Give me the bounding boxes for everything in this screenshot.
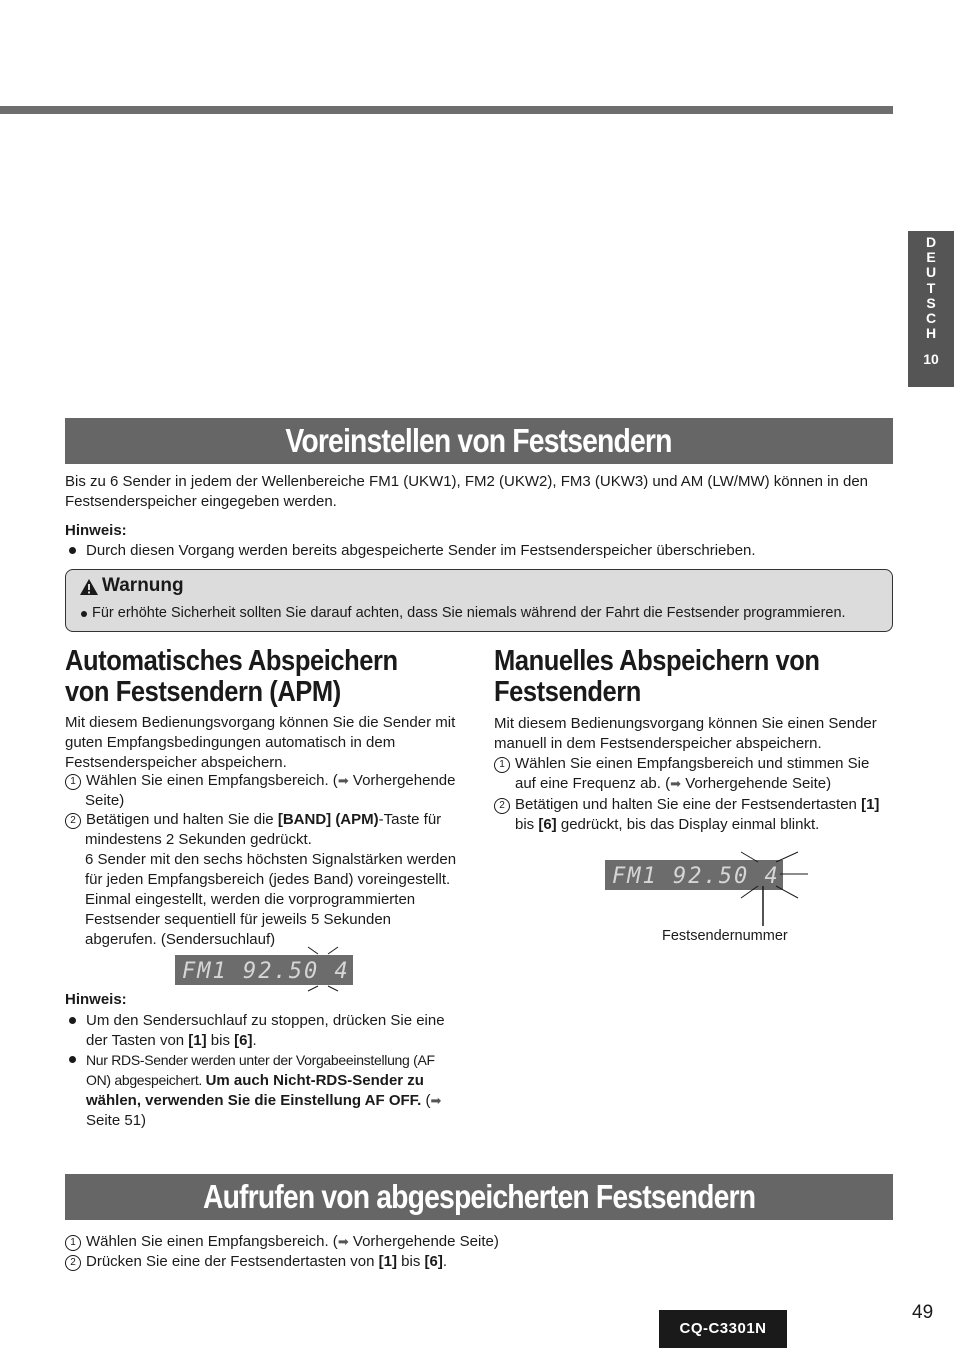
step-number: 2 bbox=[494, 798, 510, 814]
note-text: Durch diesen Vorgang werden bereits abgespeicherte Sender im Festsenderspeicher überschrieben. bbox=[86, 542, 756, 559]
step-number: 2 bbox=[65, 1255, 81, 1271]
apm-step-2: 2 Betätigen und halten Sie die [BAND] (APM)-Taste für mindestens 2 Sekunden gedrückt. 6 Sender mit den sechs höchsten Signalstärken werden für jeden Empfangsbereich (jedes Band) voreingestellt. Einmal eingestellt, werden die vorprogrammierten Festsender sequentiell für jeweils 5 Sekunden abgerufen. (Sendersuchlauf) bbox=[65, 810, 465, 950]
bullet bbox=[69, 1056, 76, 1063]
manual-step-2: 2 Betätigen und halten Sie eine der Festsendertasten [1] bis [6] gedrückt, bis das Display einmal blinkt. bbox=[494, 795, 894, 835]
warning-text: Für erhöhte Sicherheit sollten Sie darauf achten, dass Sie niemals während der Fahrt die Festsender programmieren. bbox=[92, 605, 846, 621]
recall-step-2: 2 Drücken Sie eine der Festsendertasten von [1] bis [6]. bbox=[65, 1252, 447, 1272]
arrow-right-icon: ➡ bbox=[337, 1234, 349, 1249]
apm-note-2: Nur RDS-Sender werden unter der Vorgabeeinstellung (AF ON) abgespeichert. Um auch Nicht-RDS-Sender zu wählen, verwenden Sie die Einstellung AF OFF. (➡ Seite 51) bbox=[86, 1052, 442, 1129]
top-rule bbox=[0, 106, 893, 114]
step-number: 2 bbox=[65, 813, 81, 829]
warning-label: Warnung bbox=[102, 575, 184, 596]
bullet bbox=[81, 611, 87, 617]
arrow-right-icon: ➡ bbox=[670, 776, 682, 791]
warning-triangle-icon bbox=[79, 578, 99, 596]
note-label: Hinweis: bbox=[65, 522, 127, 539]
intro-text: Bis zu 6 Sender in jedem der Wellenbereiche FM1 (UKW1), FM2 (UKW2), FM3 (UKW3) und AM (LW/MW) können in den Festsenderspeicher eingegeben werden. bbox=[65, 473, 869, 510]
language-letters: D E U T S C H bbox=[925, 234, 937, 342]
apm-note-1: Um den Sendersuchlauf zu stoppen, drücken Sie eine der Tasten von [1] bis [6]. bbox=[86, 1012, 445, 1049]
apm-title: Automatisches Abspeichern von Festsendern (APM) bbox=[65, 645, 398, 708]
bullet bbox=[69, 1017, 76, 1024]
page-number: 49 bbox=[912, 1302, 934, 1323]
apm-note-label: Hinweis: bbox=[65, 991, 127, 1008]
section-number: 10 bbox=[923, 351, 939, 368]
bullet bbox=[69, 547, 76, 554]
apm-intro: Mit diesem Bedienungsvorgang können Sie die Sender mit guten Empfangsbedingungen automatisch in dem Festsenderspeicher abspeichern. bbox=[65, 714, 456, 771]
apm-display-illustration bbox=[168, 944, 358, 992]
step-number: 1 bbox=[494, 757, 510, 773]
manual-title: Manuelles Abspeichern von Festsendern bbox=[494, 645, 820, 708]
step-number: 1 bbox=[65, 1235, 81, 1251]
manual-step-1: 1 Wählen Sie einen Empfangsbereich und stimmen Sie auf eine Frequenz ab. (➡ Vorhergehende Seite) bbox=[494, 754, 894, 794]
manual-display-illustration bbox=[598, 848, 813, 928]
arrow-right-icon: ➡ bbox=[337, 773, 349, 788]
arrow-right-icon: ➡ bbox=[430, 1093, 442, 1108]
manual-display-caption: Festsendernummer bbox=[662, 928, 788, 944]
warning-box bbox=[65, 569, 893, 632]
step-number: 1 bbox=[65, 774, 81, 790]
model-badge: CQ-C3301N bbox=[659, 1310, 787, 1348]
section-title-recall: Aufrufen von abgespeicherten Festsendern bbox=[65, 1174, 893, 1220]
display-readout: FM1 92.50 4 bbox=[612, 864, 780, 889]
recall-step-1: 1 Wählen Sie einen Empfangsbereich. (➡ Vorhergehende Seite) bbox=[65, 1232, 499, 1252]
apm-step-1: 1 Wählen Sie einen Empfangsbereich. (➡ Vorhergehende Seite) bbox=[65, 771, 465, 811]
display-readout: FM1 92.50 4 bbox=[182, 959, 350, 984]
language-tab bbox=[908, 231, 954, 387]
section-title-presets: Voreinstellen von Festsendern bbox=[65, 418, 893, 464]
manual-intro: Mit diesem Bedienungsvorgang können Sie einen Sender manuell in dem Festsenderspeicher abspeichern. bbox=[494, 715, 877, 752]
